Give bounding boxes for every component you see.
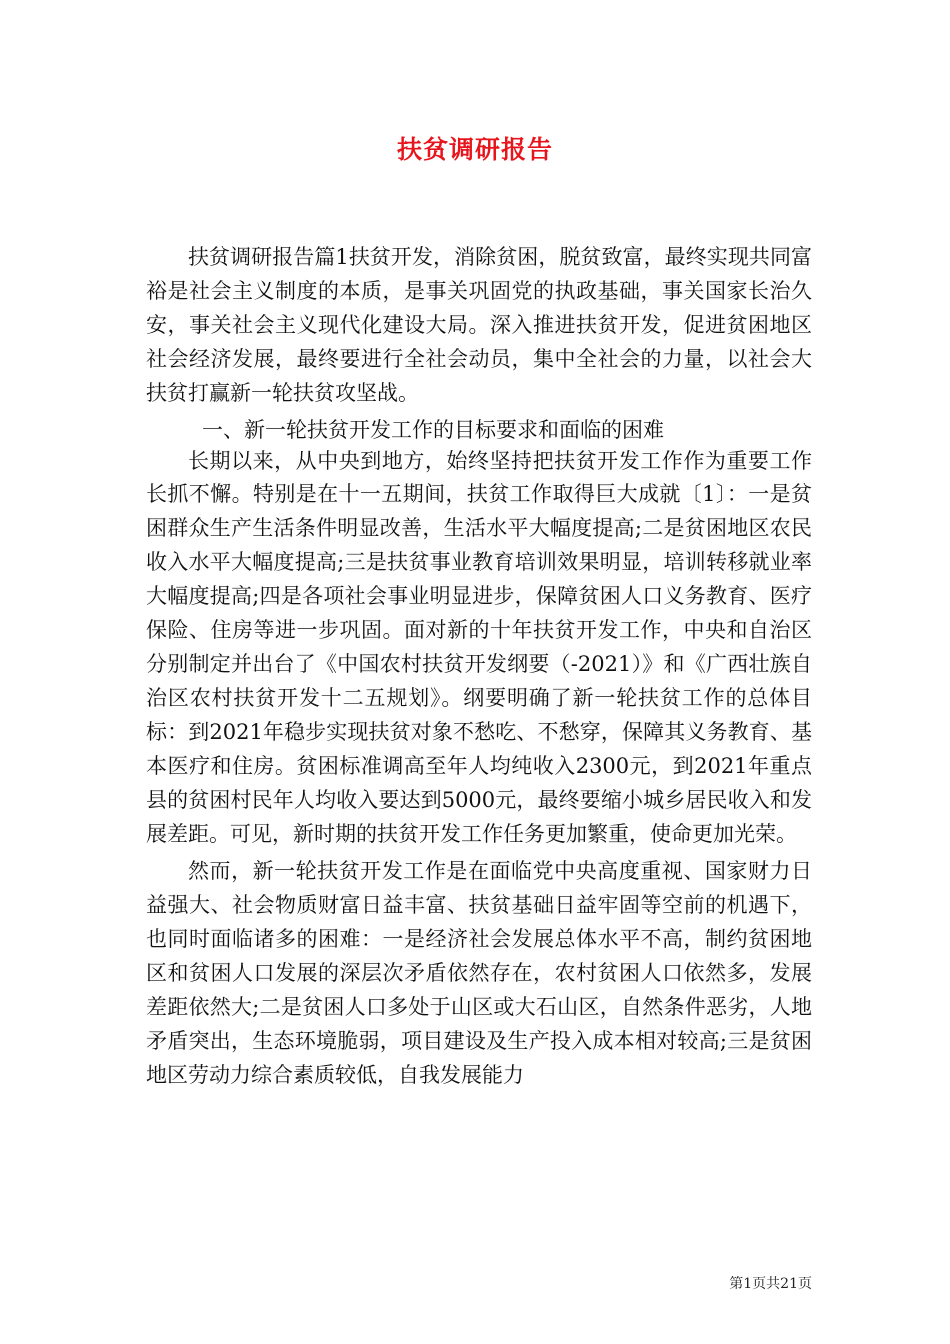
intro-paragraph: 扶贫调研报告篇1扶贫开发，消除贫困，脱贫致富，最终实现共同富裕是社会主义制度的本质，是事关巩固党的执政基础，事关国家长治久安，事关社会主义现代化建设大局。深入推进扶贫开发，促进贫困地区社会经济发展，最终要进行全社会动员，集中全社会的力量，以社会大扶贫打赢新一轮扶贫攻坚战。: [146, 245, 812, 405]
document-body: [146, 241, 812, 1093]
achievements-paragraph: 长期以来，从中央到地方，始终坚持把扶贫开发工作作为重要工作长抓不懈。特别是在十一五期间，扶贫工作取得巨大成就〔1〕：一是贫困群众生产生活条件明显改善，生活水平大幅度提高;二是贫困地区农民收入水平大幅度提高;三是扶贫事业教育培训效果明显，培训转移就业率大幅度提高;四是各项社会事业明显进步，保障贫困人口义务教育、医疗保险、住房等进一步巩固。面对新的十年扶贫开发工作，中央和自治区分别制定并出台了《中国农村扶贫开发纲要（-2021）》和《广西壮族自治区农村扶贫开发十二五规划》。纲要明确了新一轮扶贫工作的总体目标：到2021年稳步实现扶贫对象不愁吃、不愁穿，保障其义务教育、基本医疗和住房。贫困标准调高至年人均纯收入2300元，到2021年重点县的贫困村民年人均收入要达到5000元，最终要缩小城乡居民收入和发展差距。可见，新时期的扶贫开发工作任务更加繁重，使命更加光荣。: [146, 448, 812, 846]
document-title: 扶贫调研报告: [396, 135, 553, 164]
section-heading: 一、新一轮扶贫开发工作的目标要求和面临的困难: [202, 417, 664, 442]
page-number: 第1页共21页: [729, 1276, 812, 1292]
difficulties-paragraph: 然而，新一轮扶贫开发工作是在面临党中央高度重视、国家财力日益强大、社会物质财富日益丰富、扶贫基础日益牢固等空前的机遇下，也同时面临诸多的困难：一是经济社会发展总体水平不高，制约贫困地区和贫困人口发展的深层次矛盾依然存在，农村贫困人口依然多，发展差距依然大;二是贫困人口多处于山区或大石山区，自然条件恶劣，人地矛盾突出，生态环境脆弱，项目建设及生产投入成本相对较高;三是贫困地区劳动力综合素质较低，自我发展能力: [146, 859, 812, 1087]
